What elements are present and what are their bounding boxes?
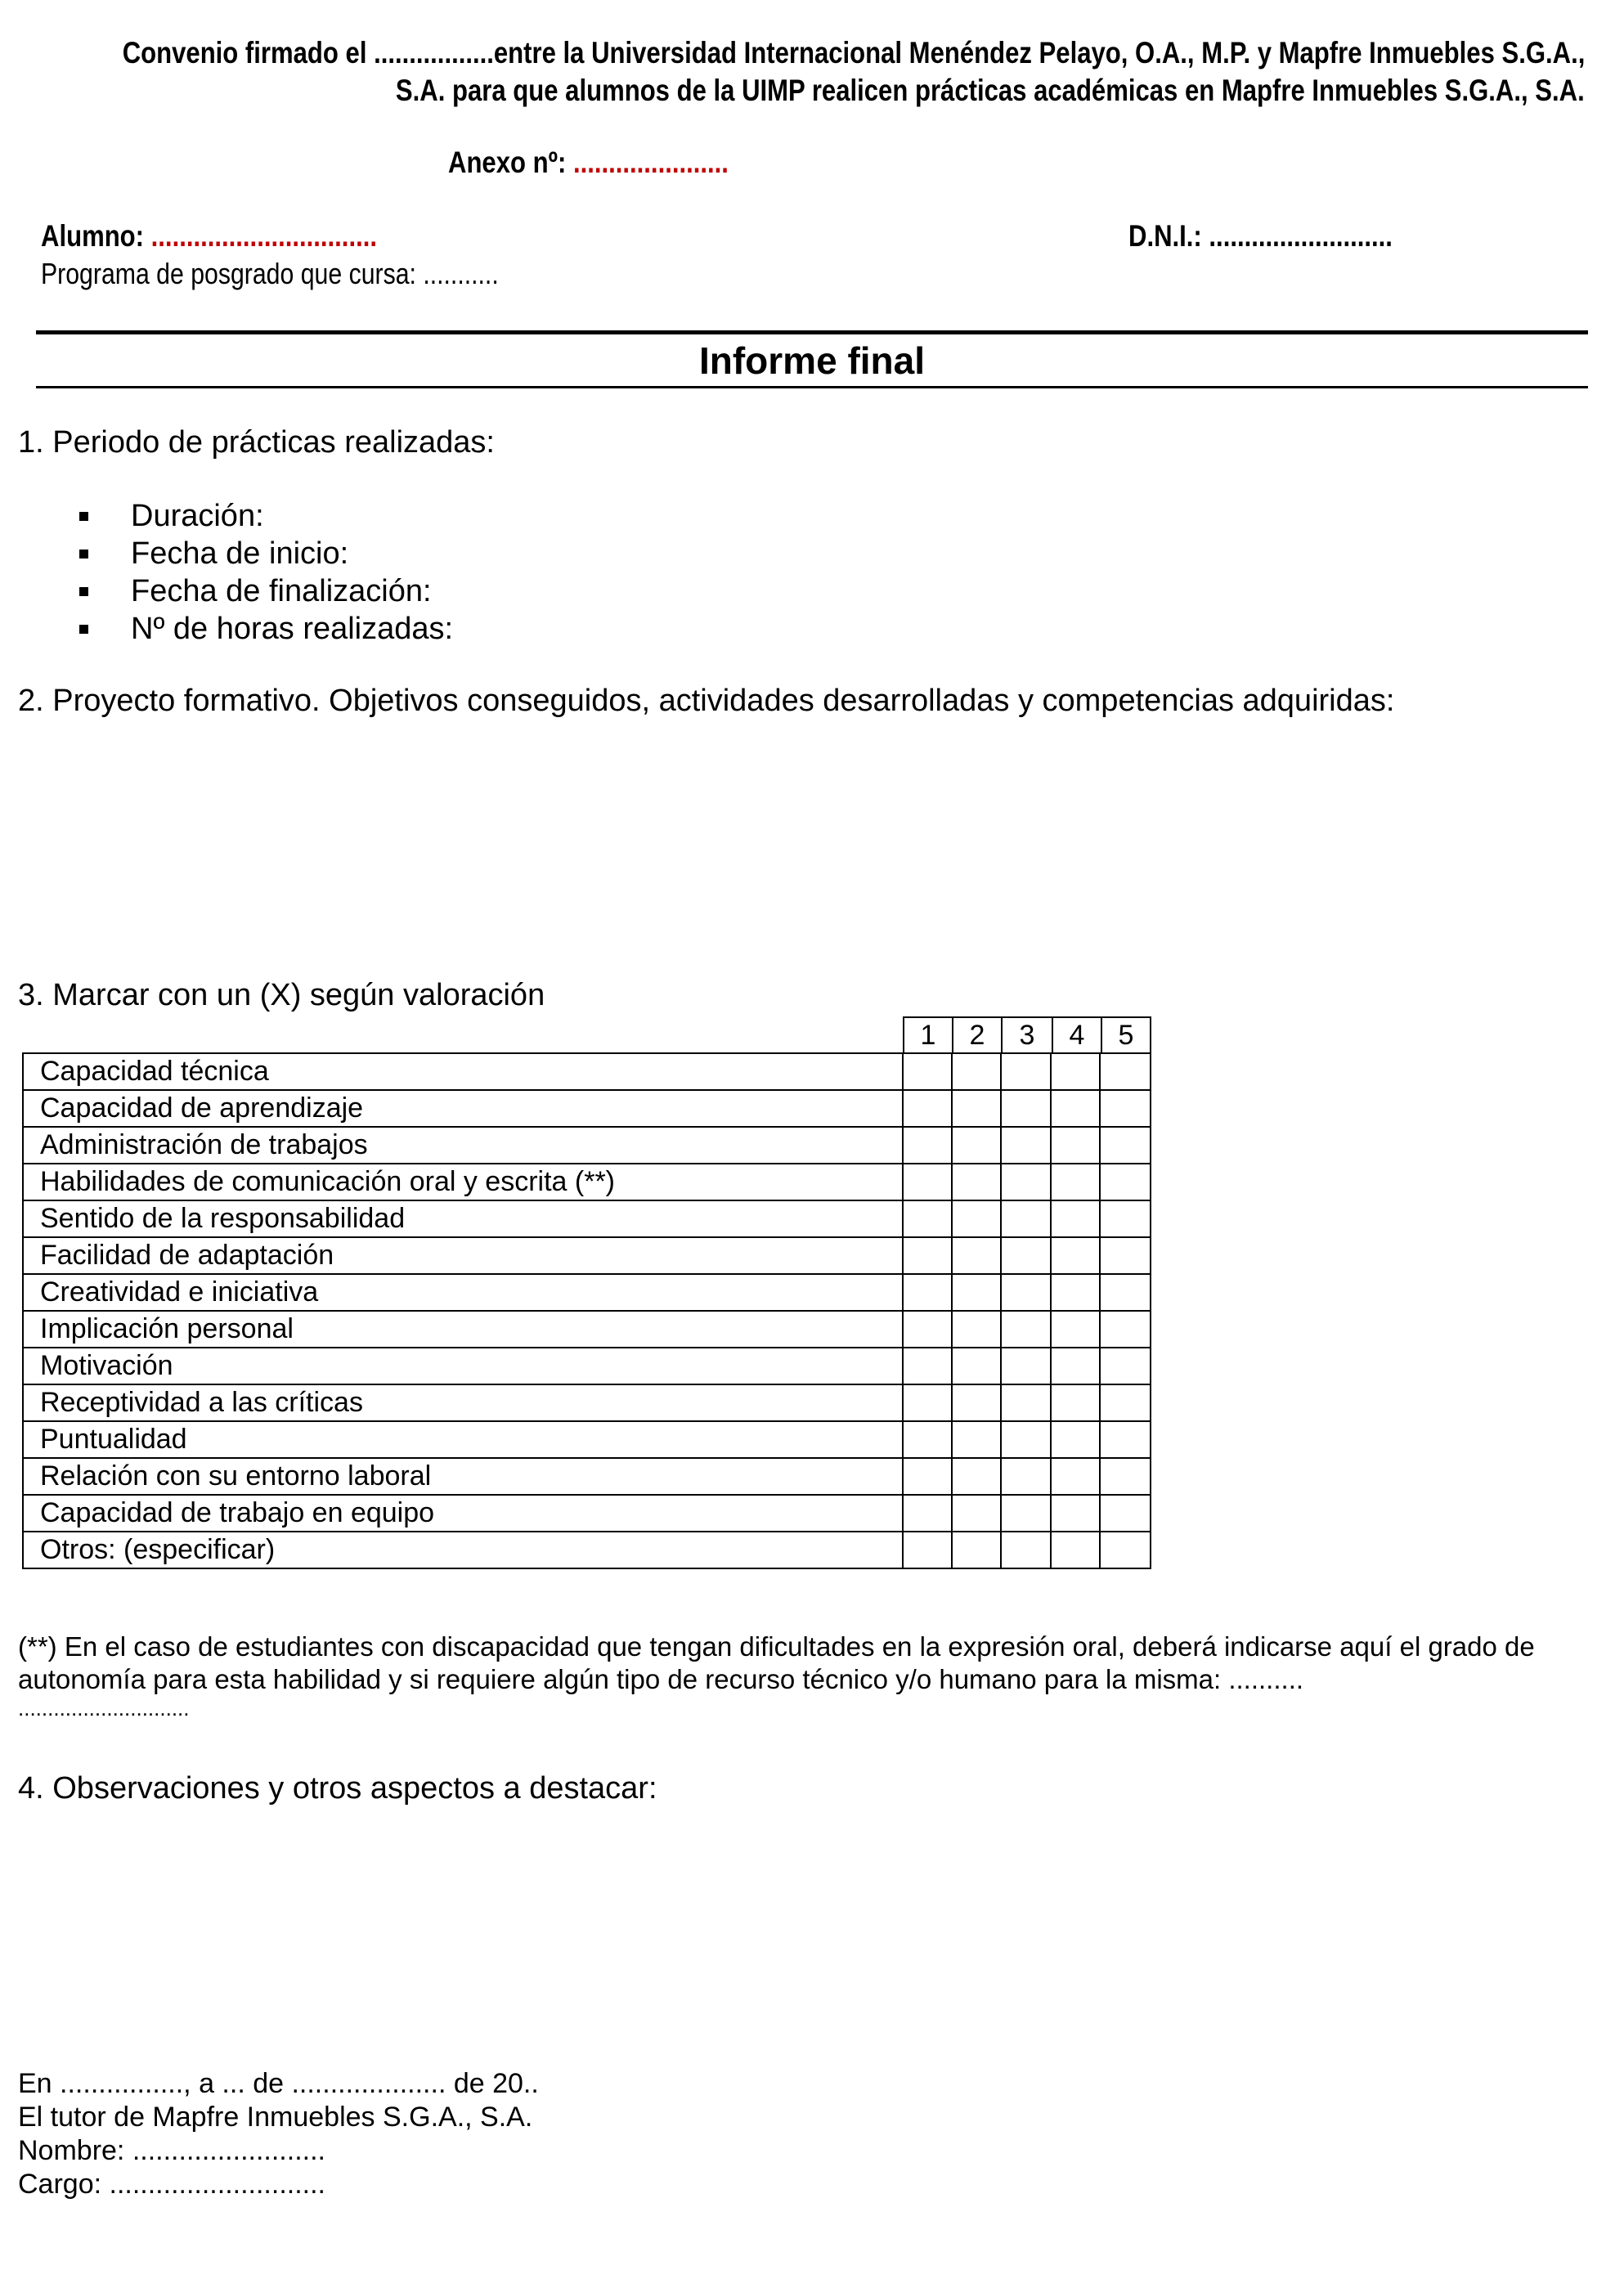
rating-cell-4[interactable] xyxy=(1051,1237,1100,1274)
rating-cell-1[interactable] xyxy=(903,1495,952,1532)
criterion-label: Capacidad técnica xyxy=(23,1053,903,1090)
alumno-value: ................................ xyxy=(150,219,377,253)
rating-cell-5[interactable] xyxy=(1100,1237,1151,1274)
rating-cell-2[interactable] xyxy=(952,1458,1001,1495)
criterion-label: Capacidad de trabajo en equipo xyxy=(23,1495,903,1532)
criterion-label: Creatividad e iniciativa xyxy=(23,1274,903,1311)
rating-cell-4[interactable] xyxy=(1051,1532,1100,1568)
rating-cell-3[interactable] xyxy=(1001,1164,1052,1200)
accessibility-note xyxy=(18,1631,1608,1720)
scale-header-2: 2 xyxy=(952,1016,1003,1054)
rating-cell-2[interactable] xyxy=(952,1384,1001,1421)
rating-cell-2[interactable] xyxy=(952,1053,1001,1090)
rating-cell-1[interactable] xyxy=(903,1348,952,1384)
rating-cell-2[interactable] xyxy=(952,1200,1001,1237)
table-row xyxy=(23,1348,1151,1384)
table-row xyxy=(23,1127,1151,1164)
accessibility-note-line-2: autonomía para esta habilidad y si requiere algún tipo de recurso técnico y/o humano para la misma: .......... xyxy=(18,1664,1304,1694)
bullet-icon xyxy=(79,512,88,521)
criterion-label: Puntualidad xyxy=(23,1421,903,1458)
criterion-label: Motivación xyxy=(23,1348,903,1384)
tutor-line: El tutor de Mapfre Inmuebles S.G.A., S.A. xyxy=(18,2102,533,2133)
scale-header-4: 4 xyxy=(1052,1016,1102,1054)
rating-cell-5[interactable] xyxy=(1100,1053,1151,1090)
rating-cell-4[interactable] xyxy=(1051,1458,1100,1495)
table-row xyxy=(23,1421,1151,1458)
criterion-label: Facilidad de adaptación xyxy=(23,1237,903,1274)
rating-cell-5[interactable] xyxy=(1100,1200,1151,1237)
rating-cell-5[interactable] xyxy=(1100,1532,1151,1568)
rating-cell-3[interactable] xyxy=(1001,1348,1052,1384)
rating-cell-4[interactable] xyxy=(1051,1348,1100,1384)
rating-cell-5[interactable] xyxy=(1100,1421,1151,1458)
rating-cell-3[interactable] xyxy=(1001,1384,1052,1421)
place-date-line: En ................, a ... de .................... de 20.. xyxy=(18,2068,539,2099)
rating-cell-4[interactable] xyxy=(1051,1384,1100,1421)
rating-cell-3[interactable] xyxy=(1001,1532,1052,1568)
rating-cell-2[interactable] xyxy=(952,1090,1001,1127)
rating-cell-2[interactable] xyxy=(952,1348,1001,1384)
table-row xyxy=(23,1384,1151,1421)
bullet-icon xyxy=(79,550,88,559)
rating-cell-3[interactable] xyxy=(1001,1274,1052,1311)
agreement-title-line-1: Convenio firmado el .................entre la Universidad Internacional Menéndez Pelayo, O.A., M.P. y Mapfre Inmuebles S.G.A., xyxy=(122,36,1585,70)
programa-field: Programa de posgrado que cursa: ........... xyxy=(41,257,499,290)
alumno-label: Alumno: xyxy=(41,219,145,253)
rating-cell-2[interactable] xyxy=(952,1532,1001,1568)
rating-cell-4[interactable] xyxy=(1051,1311,1100,1348)
table-row xyxy=(23,1164,1151,1200)
scale-header-3: 3 xyxy=(1001,1016,1053,1054)
rating-cell-1[interactable] xyxy=(903,1311,952,1348)
scale-header-5: 5 xyxy=(1101,1016,1151,1054)
rating-cell-3[interactable] xyxy=(1001,1127,1052,1164)
nombre-line: Nombre: ......................... xyxy=(18,2135,325,2166)
accessibility-note-line-3: ............................. xyxy=(18,1696,190,1720)
rating-cell-5[interactable] xyxy=(1100,1090,1151,1127)
title-bottom-rule xyxy=(36,386,1588,388)
rating-cell-2[interactable] xyxy=(952,1495,1001,1532)
dni-value: .......................... xyxy=(1209,219,1393,253)
rating-cell-4[interactable] xyxy=(1051,1274,1100,1311)
rating-cell-2[interactable] xyxy=(952,1311,1001,1348)
rating-cell-1[interactable] xyxy=(903,1274,952,1311)
list-item-fecha-finalizacion: Fecha de finalización: xyxy=(131,574,432,608)
table-row xyxy=(23,1053,1151,1090)
rating-cell-4[interactable] xyxy=(1051,1200,1100,1237)
rating-cell-5[interactable] xyxy=(1100,1274,1151,1311)
page-title: Informe final xyxy=(698,339,926,382)
bullet-icon xyxy=(79,625,88,634)
criterion-label: Capacidad de aprendizaje xyxy=(23,1090,903,1127)
rating-cell-5[interactable] xyxy=(1100,1458,1151,1495)
anexo-field xyxy=(448,146,729,180)
rating-cell-4[interactable] xyxy=(1051,1053,1100,1090)
table-row xyxy=(23,1090,1151,1127)
list-item-fecha-inicio: Fecha de inicio: xyxy=(131,536,349,571)
rating-cell-5[interactable] xyxy=(1100,1384,1151,1421)
rating-cell-4[interactable] xyxy=(1051,1127,1100,1164)
rating-cell-3[interactable] xyxy=(1001,1311,1052,1348)
list-item-horas: Nº de horas realizadas: xyxy=(131,612,454,646)
rating-table xyxy=(22,1052,1151,1569)
rating-cell-2[interactable] xyxy=(952,1421,1001,1458)
rating-cell-3[interactable] xyxy=(1001,1237,1052,1274)
rating-cell-1[interactable] xyxy=(903,1200,952,1237)
rating-cell-4[interactable] xyxy=(1051,1090,1100,1127)
rating-cell-1[interactable] xyxy=(903,1164,952,1200)
table-row xyxy=(23,1311,1151,1348)
rating-cell-5[interactable] xyxy=(1100,1164,1151,1200)
rating-cell-3[interactable] xyxy=(1001,1458,1052,1495)
rating-cell-4[interactable] xyxy=(1051,1495,1100,1532)
signature-block xyxy=(18,2067,539,2201)
agreement-title-line-2: S.A. para que alumnos de la UIMP realicen prácticas académicas en Mapfre Inmuebles S.G.A., S.A. xyxy=(396,74,1585,107)
section-1-heading: 1. Periodo de prácticas realizadas: xyxy=(18,425,495,460)
rating-cell-1[interactable] xyxy=(903,1053,952,1090)
rating-cell-3[interactable] xyxy=(1001,1495,1052,1532)
dni-field xyxy=(1128,219,1393,253)
criterion-label: Otros: (especificar) xyxy=(23,1532,903,1568)
list-item-duracion: Duración: xyxy=(131,499,264,533)
rating-cell-1[interactable] xyxy=(903,1458,952,1495)
section-2-heading: 2. Proyecto formativo. Objetivos conseguidos, actividades desarrolladas y competencias adquiridas: xyxy=(18,684,1395,718)
rating-cell-2[interactable] xyxy=(952,1164,1001,1200)
dni-label: D.N.I.: xyxy=(1128,219,1202,253)
bullet-icon xyxy=(79,587,88,596)
cargo-line: Cargo: ............................ xyxy=(18,2169,325,2200)
rating-cell-4[interactable] xyxy=(1051,1421,1100,1458)
rating-cell-1[interactable] xyxy=(903,1384,952,1421)
rating-cell-2[interactable] xyxy=(952,1237,1001,1274)
scale-header-1: 1 xyxy=(903,1016,953,1054)
table-row xyxy=(23,1274,1151,1311)
table-row xyxy=(23,1495,1151,1532)
anexo-value: ...................... xyxy=(572,146,729,179)
rating-cell-1[interactable] xyxy=(903,1421,952,1458)
accessibility-note-line-1: (**) En el caso de estudiantes con discapacidad que tengan dificultades en la expresión oral, deberá indicarse aquí el grado de xyxy=(18,1631,1535,1662)
table-row xyxy=(23,1532,1151,1568)
rating-cell-3[interactable] xyxy=(1001,1421,1052,1458)
rating-cell-3[interactable] xyxy=(1001,1090,1052,1127)
rating-cell-1[interactable] xyxy=(903,1532,952,1568)
table-row xyxy=(23,1237,1151,1274)
alumno-field xyxy=(41,219,377,253)
rating-cell-5[interactable] xyxy=(1100,1127,1151,1164)
rating-cell-2[interactable] xyxy=(952,1274,1001,1311)
table-row xyxy=(23,1458,1151,1495)
rating-cell-5[interactable] xyxy=(1100,1495,1151,1532)
rating-cell-5[interactable] xyxy=(1100,1311,1151,1348)
criterion-label: Relación con su entorno laboral xyxy=(23,1458,903,1495)
table-row xyxy=(23,1200,1151,1237)
rating-cell-1[interactable] xyxy=(903,1090,952,1127)
rating-cell-1[interactable] xyxy=(903,1237,952,1274)
rating-cell-4[interactable] xyxy=(1051,1164,1100,1200)
section-4-heading: 4. Observaciones y otros aspectos a destacar: xyxy=(18,1771,657,1806)
rating-cell-3[interactable] xyxy=(1001,1200,1052,1237)
criterion-label: Habilidades de comunicación oral y escrita (**) xyxy=(23,1164,903,1200)
title-top-rule xyxy=(36,330,1588,334)
criterion-label: Receptividad a las críticas xyxy=(23,1384,903,1421)
rating-cell-1[interactable] xyxy=(903,1127,952,1164)
rating-cell-2[interactable] xyxy=(952,1127,1001,1164)
section-3-heading: 3. Marcar con un (X) según valoración xyxy=(18,978,545,1012)
criterion-label: Administración de trabajos xyxy=(23,1127,903,1164)
criterion-label: Implicación personal xyxy=(23,1311,903,1348)
rating-cell-5[interactable] xyxy=(1100,1348,1151,1384)
anexo-label: Anexo nº: xyxy=(448,146,567,179)
criterion-label: Sentido de la responsabilidad xyxy=(23,1200,903,1237)
rating-cell-3[interactable] xyxy=(1001,1053,1052,1090)
